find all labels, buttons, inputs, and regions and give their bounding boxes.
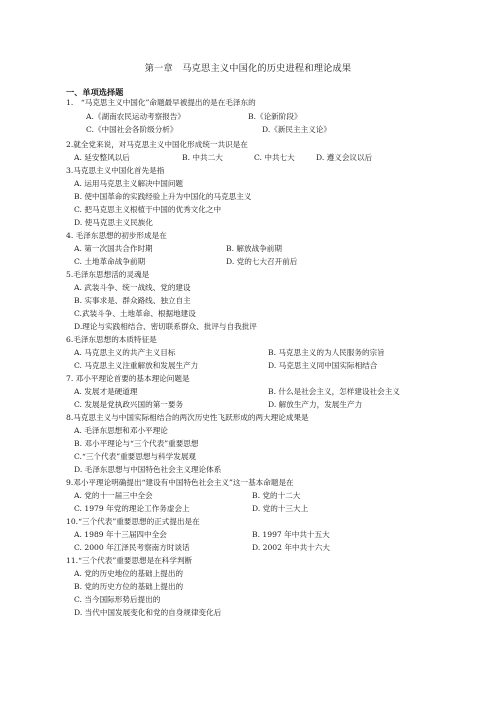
option: C. 土地革命战争前期: [74, 257, 146, 266]
question-stem: 4. 毛泽东思想的初步形成是在: [66, 231, 167, 240]
question-stem: 2.就全党来说，对马克思主义中国化形成统一共识是在: [66, 140, 248, 149]
option: C.武装斗争、土地革命、根据地建设: [74, 309, 196, 318]
option: A. 毛泽东思想和邓小平理论: [74, 426, 168, 435]
option: A. 武装斗争、统一战线、党的建设: [74, 283, 191, 292]
option: D. 遵义会议以后: [316, 153, 373, 162]
question-stem: 8.马克思主义与中国实际相结合的两次历史性飞跃形成的两大理论成果是: [66, 413, 309, 422]
option: D.理论与实践相结合、密切联系群众、批评与自我批评: [74, 322, 257, 331]
option: B. 马克思主义的为人民服务的宗旨: [268, 348, 385, 357]
option: C. 发展是党执政兴国的第一要务: [74, 400, 184, 409]
option: D.《新民主主义论》: [262, 125, 331, 134]
option: D. 党的十三大上: [252, 504, 309, 513]
option: D. 毛泽东思想与中国特色社会主义理论体系: [74, 465, 222, 474]
option: A. 运用马克思主义解决中国问题: [74, 179, 184, 188]
question-stem: 5.毛泽东思想活的灵魂是: [66, 270, 150, 279]
option: B. 使中国革命的实践经验上升为中国化的马克思主义: [74, 192, 252, 201]
option: B. 解放战争前期: [226, 244, 282, 253]
option: A. 发展才是硬道理: [74, 387, 138, 396]
option: C. 1979 年党的理论工作务虚会上: [74, 504, 190, 513]
chapter-title: 第一章 马克思主义中国化的历史进程和理论成果: [144, 63, 352, 74]
option: B. 中共二大: [182, 153, 223, 162]
option: D. 使马克思主义民族化: [74, 218, 153, 227]
option: B.《论新阶段》: [248, 112, 302, 121]
option: C. 中共七大: [254, 153, 295, 162]
option: D. 党的七大召开前后: [226, 257, 298, 266]
option: D. 2002 年中共十六大: [252, 543, 330, 552]
option: A. 党的历史地位的基础上提出的: [74, 569, 184, 578]
question-stem: 1. “马克思主义中国化”命题最早被提出的是在毛泽东的: [66, 98, 256, 107]
option: B. 什么是社会主义，怎样建设社会主义: [268, 387, 400, 396]
option: C. 把马克思主义根植于中国的优秀文化之中: [74, 205, 222, 214]
option: C.《中国社会各阶级分析》: [86, 125, 178, 134]
option: B. 实事求是、群众路线、独立自主: [74, 296, 191, 305]
option: A. 党的十一届三中全会: [74, 491, 153, 500]
question-stem: 7. 邓小平理论首要的基本理论问题是: [66, 374, 190, 383]
option: C. 马克思主义注重解放和发展生产力: [74, 361, 199, 370]
option: B. 党的历史方位的基础上提出的: [74, 582, 184, 591]
option: A.《湖南农民运动考察报告》: [86, 112, 186, 121]
option: B. 1997 年中共十五大: [252, 530, 330, 539]
option: C. 当今国际形势后提出的: [74, 595, 161, 604]
question-stem: 11.“三个代表”重要思想是在科学判断: [66, 556, 193, 565]
option: B. 党的十二大: [252, 491, 301, 500]
option: D. 当代中国发展变化和党的自身规律变化后: [74, 608, 222, 617]
section-heading: 一、单项选择题: [66, 87, 124, 97]
option: D. 马克思主义同中国实际相结合: [268, 361, 378, 370]
question-stem: 3.马克思主义中国化首先是指: [66, 166, 165, 175]
option: A. 延安整风以后: [74, 153, 130, 162]
question-stem: 6.毛泽东思想的本质特征是: [66, 335, 157, 344]
option: C. 2000 年江泽民考察南方时谈话: [74, 543, 190, 552]
question-stem: 9.邓小平理论明确提出“建设有中国特色社会主义”这一基本命题是在: [66, 478, 294, 487]
option: B. 邓小平理论与“三个代表”重要思想: [74, 439, 199, 448]
option: D. 解放生产力，发展生产力: [268, 400, 363, 409]
question-stem: 10.“三个代表”重要思想的正式提出是在: [66, 517, 200, 526]
option: C.“三个代表”重要思想与科学发展观: [74, 452, 197, 461]
option: A. 第一次国共合作时期: [74, 244, 153, 253]
option: A. 马克思主义的共产主义目标: [74, 348, 176, 357]
option: A. 1989 年十三届四中全会: [74, 530, 167, 539]
